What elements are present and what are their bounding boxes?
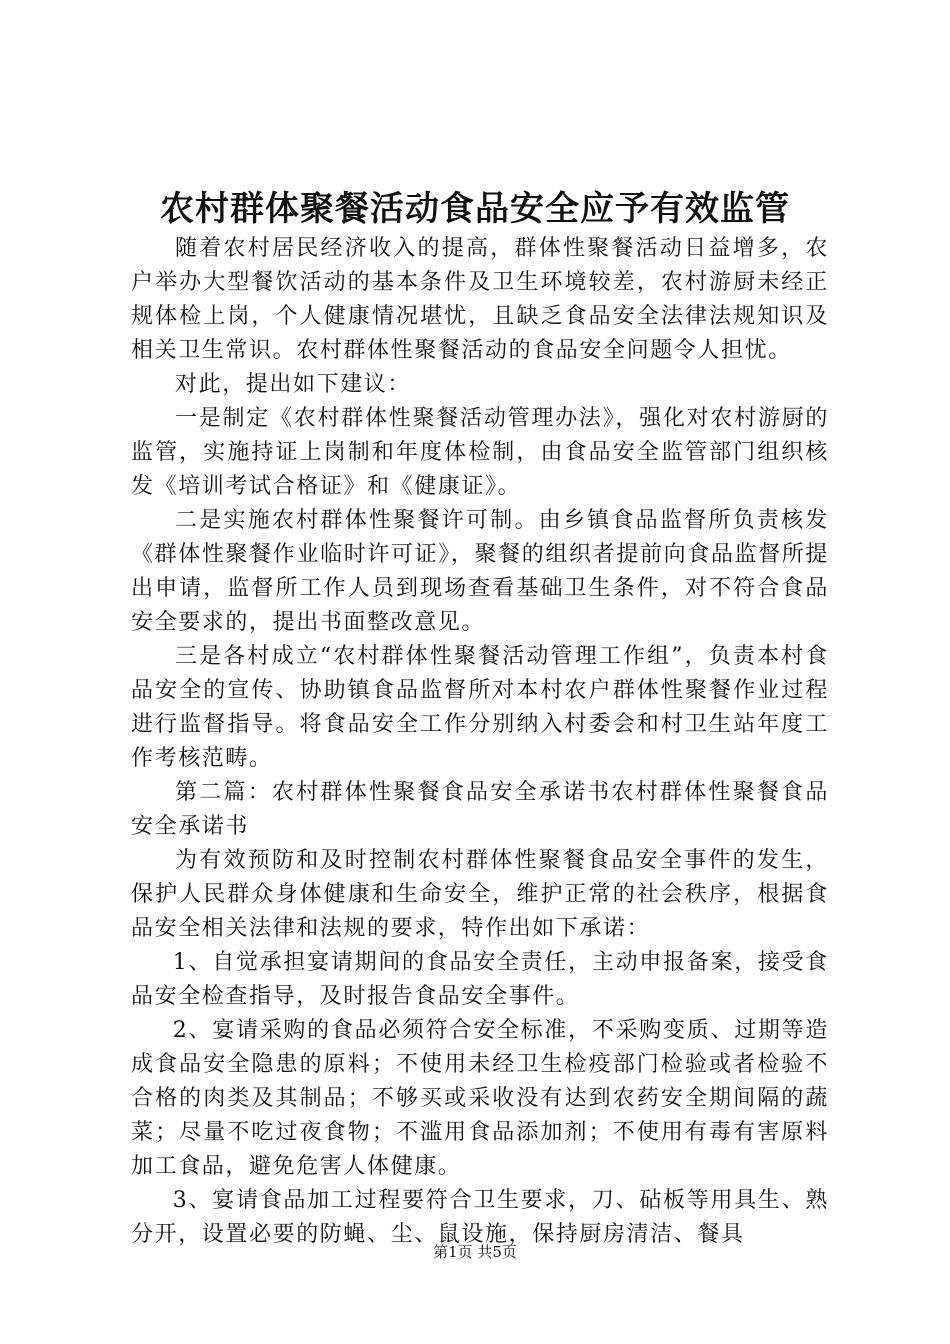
paragraph-intro: 随着农村居民经济收入的提高，群体性聚餐活动日益增多，农户举办大型餐饮活动的基本条件及卫生环境较差，农村游厨未经正规体检上岗，个人健康情况堪忧，且缺乏食品安全法律法规知识及相关卫生常识。农村群体性聚餐活动的食品安全问题令人担忧。 [131,236,829,363]
paragraph-suggestion-2: 二是实施农村群体性聚餐许可制。由乡镇食品监督所负责核发《群体性聚餐作业临时许可证》，聚餐的组织者提前向食品监督所提出申请，监督所工作人员到现场查看基础卫生条件，对不符合食品安全要求的，提出书面整改意见。 [131,508,829,635]
paragraph-suggestions-lead: 对此，提出如下建议： [175,372,412,397]
paragraph-suggestion-1: 一是制定《农村群体性聚餐活动管理办法》，强化对农村游厨的监管，实施持证上岗制和年度体检制，由食品安全监管部门组织核发《培训考试合格证》和《健康证》。 [131,406,829,499]
paragraph-second-article-heading: 第二篇：农村群体性聚餐食品安全承诺书农村群体性聚餐食品安全承诺书 [131,780,829,839]
paragraph-suggestion-3: 三是各村成立“农村群体性聚餐活动管理工作组”，负责本村食品安全的宣传、协助镇食品监督所对本村农户群体性聚餐作业过程进行监督指导。将食品安全工作分别纳入村委会和村卫生站年度工作考核范畴。 [131,644,829,771]
paragraph-pledge-item-2: 2、宴请采购的食品必须符合安全标准，不采购变质、过期等造成食品安全隐患的原料；不使用未经卫生检疫部门检验或者检验不合格的肉类及其制品；不够买或采收没有达到农药安全期间隔的蔬菜；尽量不吃过夜食物；不滥用食品添加剂；不使用有毒有害原料加工食品，避免危害人体健康。 [131,1018,829,1179]
paragraph-pledge-item-1: 1、自觉承担宴请期间的食品安全责任，主动申报备案，接受食品安全检查指导，及时报告食品安全事件。 [131,950,829,1009]
document-title: 农村群体聚餐活动食品安全应予有效监管 [160,189,790,229]
document-body [131,232,829,1252]
paragraph-pledge-intro: 为有效预防和及时控制农村群体性聚餐食品安全事件的发生，保护人民群众身体健康和生命安全，维护正常的社会秩序，根据食品安全相关法律和法规的要求，特作出如下承诺： [131,848,829,941]
page-number-footer: 第1页 共5页 [433,1243,517,1261]
paragraph-pledge-item-3: 3、宴请食品加工过程要符合卫生要求，刀、砧板等用具生、熟分开，设置必要的防蝇、尘、鼠设施，保持厨房清洁、餐具 [131,1188,829,1247]
